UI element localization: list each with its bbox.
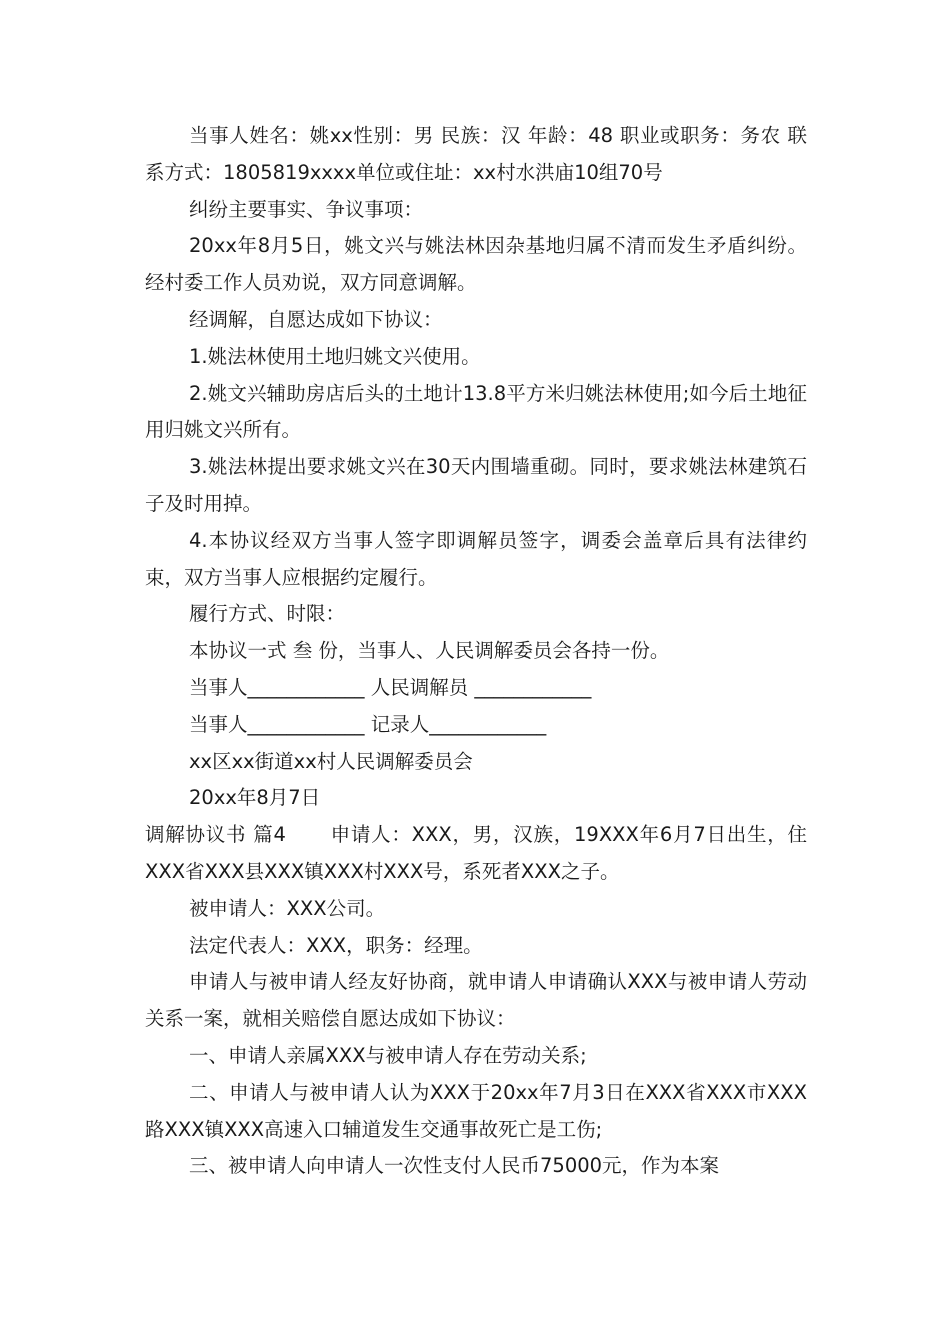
legal-representative-paragraph: 法定代表人：XXX，职务：经理。 [189, 933, 483, 957]
signature-line-recorder: 当事人____________ 记录人____________ [189, 712, 547, 736]
clause-2: 二、申请人与被申请人认为XXX于20xx年7月3日在XXX省XXX市XXX路XXX镇XXX高速入口辅道发生交通事故死亡是工伤; [145, 1080, 807, 1141]
respondent-paragraph: 被申请人：XXX公司。 [189, 896, 386, 920]
dispute-facts-heading: 纠纷主要事实、争议事项： [189, 197, 424, 221]
committee-name: xx区xx街道xx村人民调解委员会 [189, 749, 473, 773]
section-heading: 调解协议书 篇4 [145, 823, 286, 847]
applicant-info: 申请人：XXX，男，汉族，19XXX年6月7日出生，住XXX省XXX县XXX镇XXX村XXX号，系死者XXX之子。 [145, 823, 808, 883]
negotiation-paragraph: 申请人与被申请人经友好协商，就申请人申请确认XXX与被申请人劳动关系一案，就相关赔偿自愿达成如下协议： [145, 970, 807, 1031]
agreement-item-3: 3.姚法林提出要求姚文兴在30天内围墙重砌。同时，要求姚法林建筑石子及时用掉。 [145, 455, 807, 515]
clause-1: 一、申请人亲属XXX与被申请人存在劳动关系; [189, 1043, 587, 1067]
clause-3: 三、被申请人向申请人一次性支付人民币75000元，作为本案 [189, 1154, 720, 1178]
party-info-paragraph: 当事人姓名：姚xx性别：男 民族：汉 年龄：48 职业或职务：务农 联系方式：1805819xxxx单位或住址：xx村水洪庙10组70号 [145, 124, 807, 184]
signature-line-mediator: 当事人____________ 人民调解员 ____________ [189, 675, 592, 699]
document-date: 20xx年8月7日 [189, 786, 321, 810]
agreement-item-2: 2.姚文兴辅助房店后头的土地计13.8平方米归姚法林使用;如今后土地征用归姚文兴所有。 [145, 381, 807, 442]
agreement-intro: 经调解，自愿达成如下协议： [189, 307, 443, 331]
section-4-opening [145, 817, 807, 891]
document-body [145, 118, 807, 1185]
agreement-item-1: 1.姚法林使用土地归姚文兴使用。 [189, 344, 481, 368]
copies-paragraph: 本协议一式 叁 份，当事人、人民调解委员会各持一份。 [189, 639, 670, 663]
dispute-facts-paragraph: 20xx年8月5日，姚文兴与姚法林因杂基地归属不清而发生矛盾纠纷。经村委工作人员劝说，双方同意调解。 [145, 234, 807, 295]
performance-heading: 履行方式、时限： [189, 602, 346, 626]
agreement-item-4: 4.本协议经双方当事人签字即调解员签字，调委会盖章后具有法律约束，双方当事人应根据约定履行。 [145, 528, 807, 589]
